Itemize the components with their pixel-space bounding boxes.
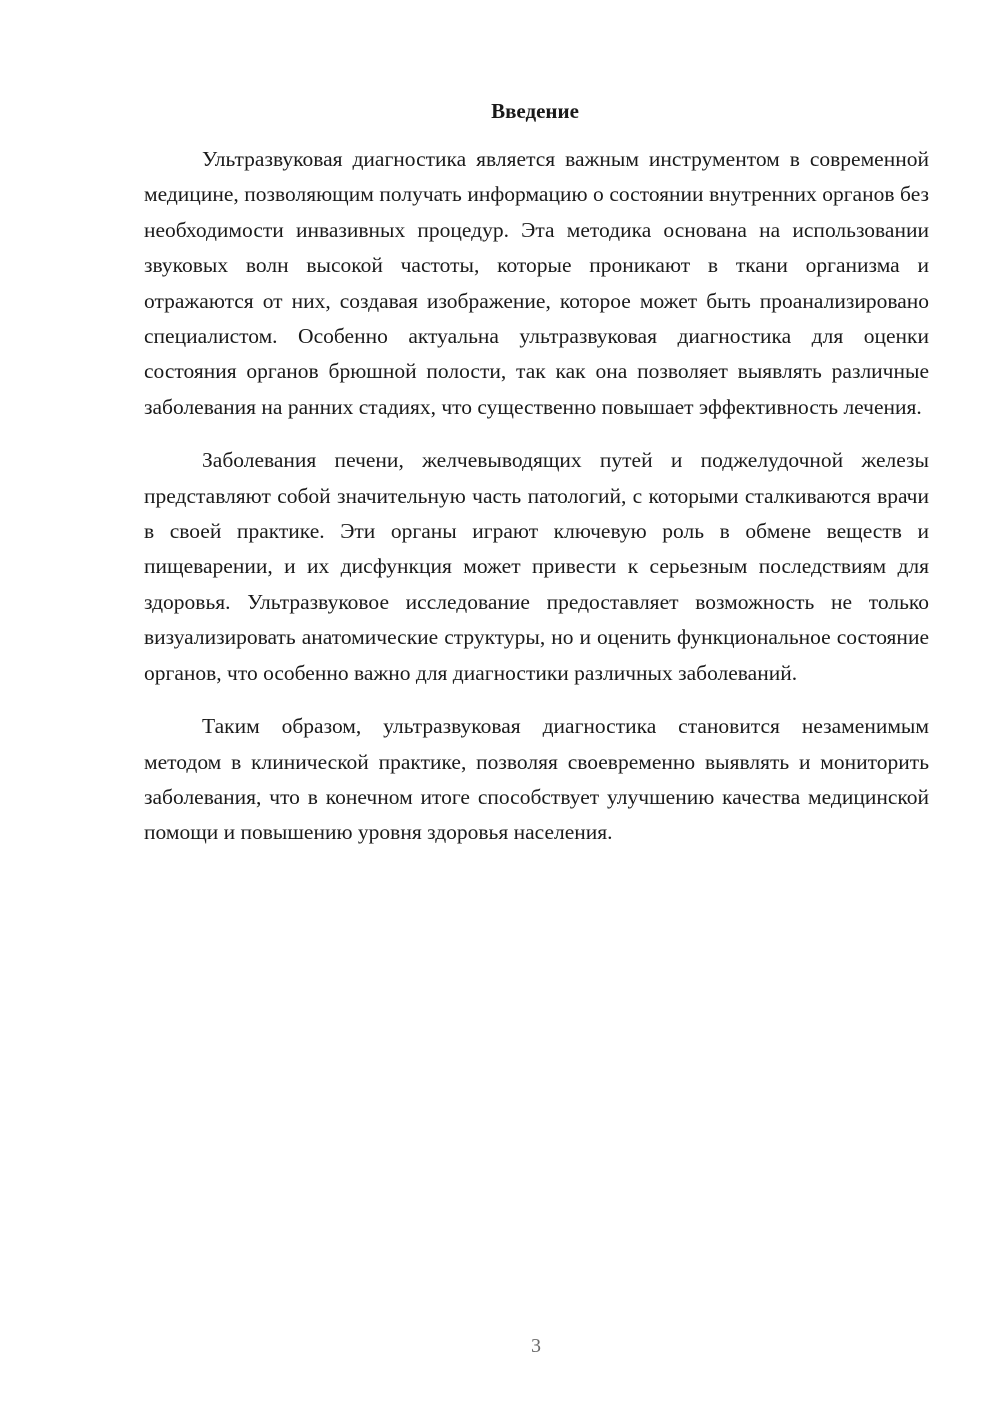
- paragraph-2: Заболевания печени, желчевыводящих путей и поджелудочной железы представляют собой значительную часть патологий, с которыми сталкиваются врачи в своей практике. Эти органы играют ключевую роль в обмене веществ и пищеварении, и их дисфункция может привести к серьезным последствиям для здоровья. Ультразвуковое исследование предоставляет возможность не только визуализировать анатомические структуры, но и оценить функциональное состояние органов, что особенно важно для диагностики различных заболеваний.: [144, 448, 929, 685]
- paragraph-1: Ультразвуковая диагностика является важным инструментом в современной медицине, позволяющим получать информацию о состоянии внутренних органов без необходимости инвазивных процедур. Эта методика основана на использовании звуковых волн высокой частоты, которые проникают в ткани организма и отражаются от них, создавая изображение, которое может быть проанализировано специалистом. Особенно актуальна ультразвуковая диагностика для оценки состояния органов брюшной полости, так как она позволяет выявлять различные заболевания на ранних стадиях, что существенно повышает эффективность лечения.: [144, 147, 929, 419]
- paragraph-3: Таким образом, ультразвуковая диагностика становится незаменимым методом в клинической практике, позволяя своевременно выявлять и мониторить заболевания, что в конечном итоге способствует улучшению качества медицинской помощи и повышению уровня здоровья населения.: [144, 714, 929, 845]
- body-text: [144, 142, 929, 869]
- page-number: 3: [531, 1335, 541, 1357]
- page-title: Введение: [491, 99, 579, 123]
